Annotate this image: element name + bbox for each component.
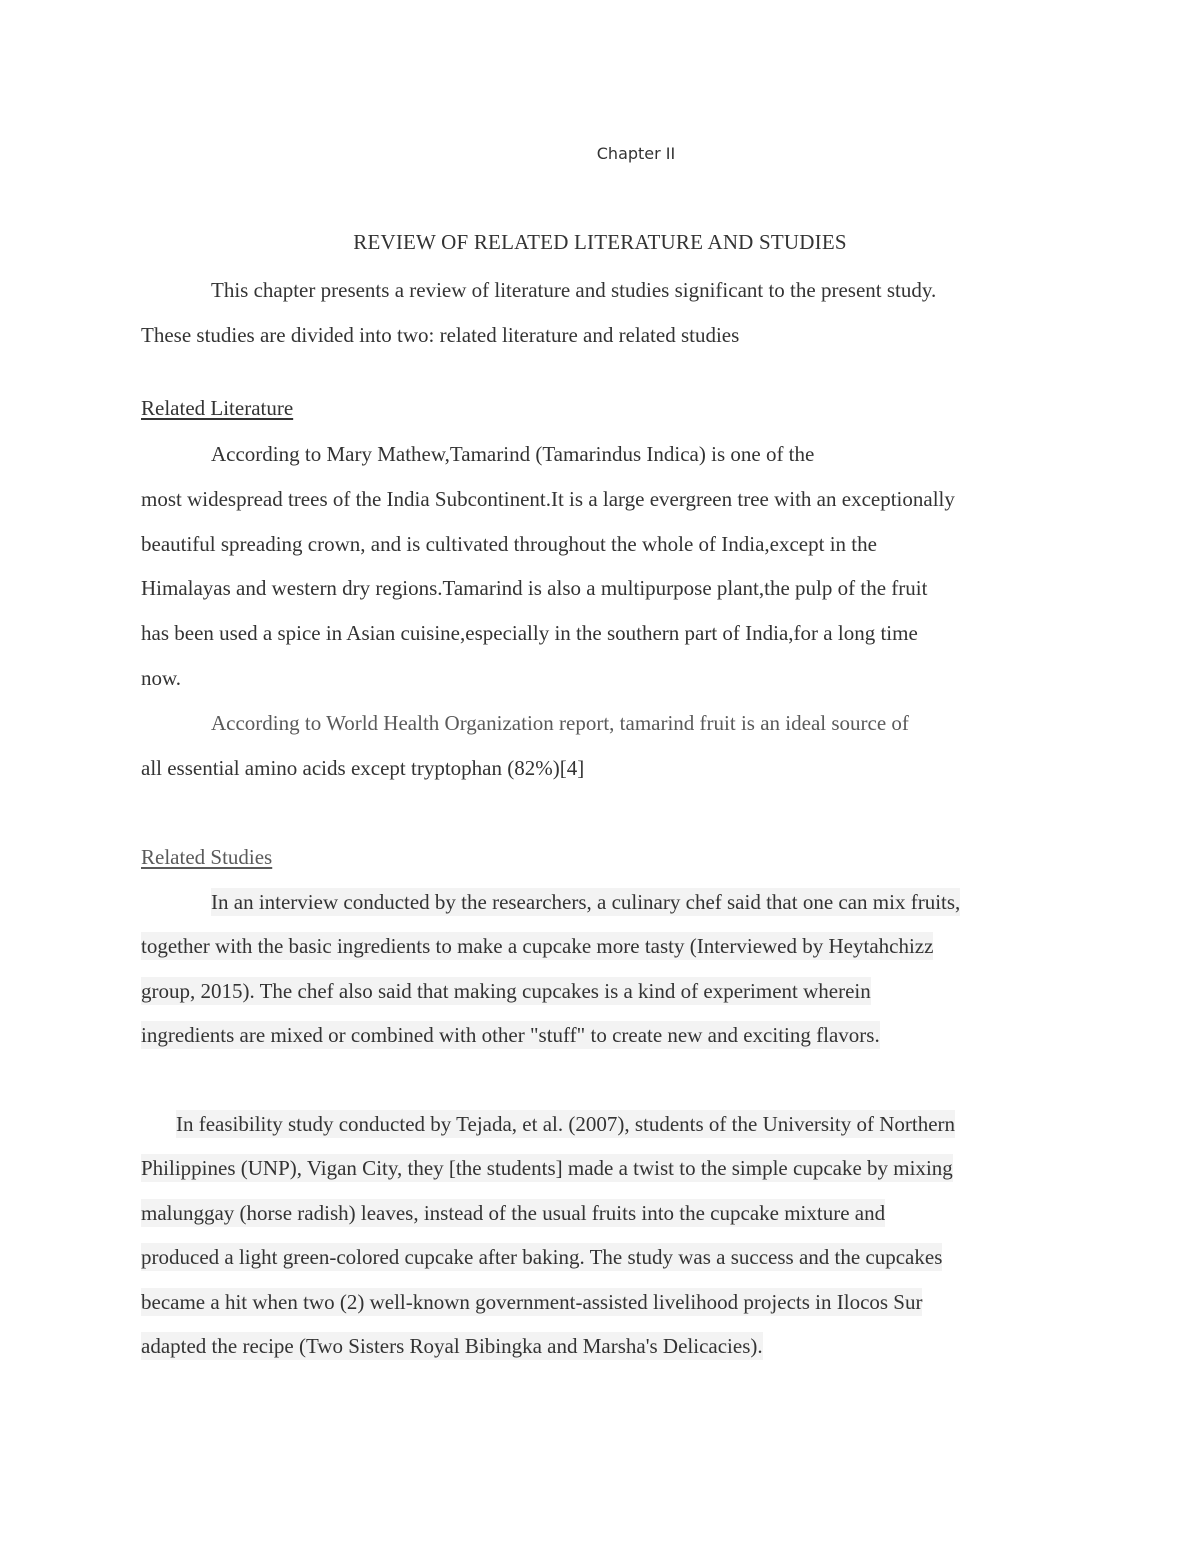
studies-para1-line [141,1021,880,1049]
highlighted-text: produced a light green-colored cupcake after baking. The study was a success and the cupcakes [141,1245,943,1269]
chapter-label: Chapter II [596,144,676,163]
literature-para1-line: most widespread trees of the India Subcontinent.It is a large evergreen tree with an exceptionally [141,487,955,511]
literature-para1-line: Himalayas and western dry regions.Tamarind is also a multipurpose plant,the pulp of the fruit [141,576,928,600]
studies-para2-line [141,1332,763,1360]
studies-para1-line [211,888,960,916]
highlighted-text: malunggay (horse radish) leaves, instead of the usual fruits into the cupcake mixture and [141,1201,886,1225]
literature-para1-line: According to Mary Mathew,Tamarind (Tamarindus Indica) is one of the [211,442,815,466]
highlighted-text: In an interview conducted by the researchers, a culinary chef said that one can mix fruits, [211,890,961,914]
related-studies-heading: Related Studies [141,845,273,869]
literature-para2-line: all essential amino acids except tryptophan (82%)[4] [141,756,585,780]
studies-para2-line [141,1154,953,1182]
literature-para2-line: According to World Health Organization report, tamarind fruit is an ideal source of [211,711,909,735]
intro-line: This chapter presents a review of literature and studies significant to the present study. [211,278,937,302]
studies-para1-line [141,932,933,960]
highlighted-text: In feasibility study conducted by Tejada, et al. (2007), students of the University of Northern [176,1112,956,1136]
studies-para2-line [176,1110,955,1138]
chapter-title: REVIEW OF RELATED LITERATURE AND STUDIES [353,230,847,254]
highlighted-text: together with the basic ingredients to make a cupcake more tasty (Interviewed by Heytahchizz [141,934,934,958]
related-literature-heading: Related Literature [141,396,294,420]
highlighted-text: became a hit when two (2) well-known government-assisted livelihood projects in Ilocos Sur [141,1290,923,1314]
literature-para1-line: beautiful spreading crown, and is cultivated throughout the whole of India,except in the [141,532,877,556]
highlighted-text: ingredients are mixed or combined with other "stuff" to create new and exciting flavors. [141,1023,880,1047]
highlighted-text: adapted the recipe (Two Sisters Royal Bibingka and Marsha's Delicacies). [141,1334,763,1358]
studies-para2-line [141,1288,922,1316]
intro-line: These studies are divided into two: related literature and related studies [141,323,740,347]
studies-para2-line [141,1243,942,1271]
studies-para2-line [141,1199,885,1227]
highlighted-text: group, 2015). The chef also said that making cupcakes is a kind of experiment wherein [141,979,871,1003]
literature-para1-line: has been used a spice in Asian cuisine,especially in the southern part of India,for a long time [141,621,918,645]
highlighted-text: Philippines (UNP), Vigan City, they [the students] made a twist to the simple cupcake by mixing [141,1156,953,1180]
studies-para1-line [141,977,871,1005]
literature-para1-line: now. [141,666,182,690]
